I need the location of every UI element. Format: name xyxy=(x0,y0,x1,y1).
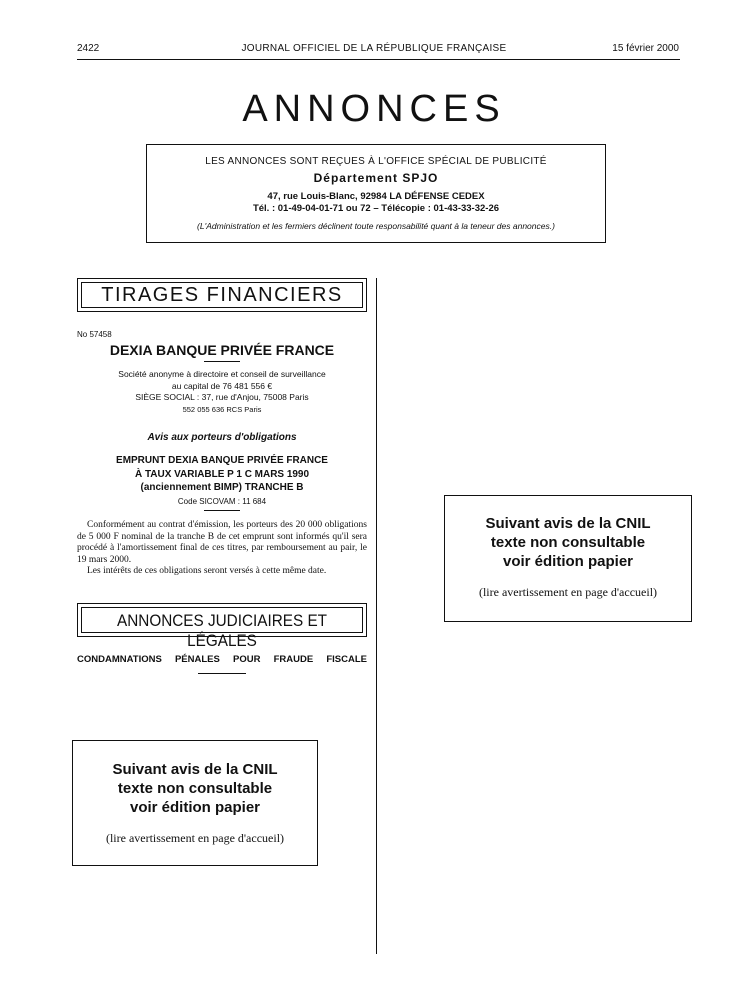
company-details xyxy=(77,369,367,415)
department-name: Département SPJO xyxy=(313,171,439,185)
section-banner-judiciaires xyxy=(77,603,367,650)
paragraph: Conformément au contrat d'émission, les porteurs des 20 000 obligations de 5 000 F nominal de la tranche B de cet emprunt sont informés qu'il sera procédé à l'amortissement final de ces titres, par remboursement au pair, le 19 mars 2000. xyxy=(77,520,367,565)
loan-title xyxy=(84,454,360,495)
separator-rule xyxy=(198,673,246,674)
notice-subject: Avis aux porteurs d'obligations xyxy=(147,432,297,443)
cnil-note: (lire avertissement en page d'accueil) xyxy=(105,831,285,845)
info-line: LES ANNONCES SONT REÇUES À L'OFFICE SPÉCIAL DE PUBLICITÉ xyxy=(205,156,547,167)
cnil-line: texte non consultable xyxy=(117,780,273,797)
cnil-note: (lire avertissement en page d'accueil) xyxy=(478,585,658,599)
paragraph: Les intérêts de ces obligations seront versés à cette même date. xyxy=(87,566,327,576)
cnil-line: voir édition papier xyxy=(129,799,261,816)
sicovam-code: Code SICOVAM : 11 684 xyxy=(177,497,267,506)
company-name: DEXIA BANQUE PRIVÉE FRANCE xyxy=(109,342,335,358)
cnil-line: texte non consultable xyxy=(490,534,646,551)
separator-rule xyxy=(204,361,240,362)
separator-rule xyxy=(204,510,240,511)
page-number: 2422 xyxy=(77,43,100,54)
column-divider xyxy=(376,278,377,954)
cnil-notice-box xyxy=(72,740,318,866)
loan-line: EMPRUNT DEXIA BANQUE PRIVÉE FRANCE xyxy=(116,454,328,466)
loan-line: (anciennement BIMP) TRANCHE B xyxy=(140,481,304,493)
notice-number: No 57458 xyxy=(77,330,112,339)
phone-numbers: Tél. : 01-49-04-01-71 ou 72 – Télécopie : 01-43-33-32-26 xyxy=(252,203,500,214)
section-banner-tirages xyxy=(77,278,367,312)
subsection-heading: CONDAMNATIONS PÉNALES POUR FRAUDE FISCALE xyxy=(77,654,367,665)
notice-body xyxy=(77,520,367,578)
section-title: ANNONCES JUDICIAIRES ET LÉGALES xyxy=(117,611,327,650)
address: 47, rue Louis-Blanc, 92984 LA DÉFENSE CEDEX xyxy=(267,191,485,202)
detail-line: au capital de 76 481 556 € xyxy=(171,380,273,391)
issue-date: 15 février 2000 xyxy=(612,43,679,54)
detail-line: SIÈGE SOCIAL : 37, rue d'Anjou, 75008 Paris xyxy=(135,392,309,402)
journal-title: JOURNAL OFFICIEL DE LA RÉPUBLIQUE FRANÇAISE xyxy=(241,43,507,54)
info-box xyxy=(146,144,606,243)
detail-line: 552 055 636 RCS Paris xyxy=(182,404,262,414)
detail-line: Société anonyme à directoire et conseil de surveillance xyxy=(118,369,326,379)
header-rule xyxy=(77,59,680,60)
cnil-notice-box xyxy=(444,495,692,622)
cnil-line: voir édition papier xyxy=(502,553,634,570)
section-title: TIRAGES FINANCIERS xyxy=(101,284,343,306)
disclaimer: (L'Administration et les fermiers déclinent toute responsabilité quant à la teneur des annonces.) xyxy=(197,221,555,231)
cnil-line: Suivant avis de la CNIL xyxy=(112,761,278,778)
page-title: ANNONCES xyxy=(242,88,506,130)
loan-line: À TAUX VARIABLE P 1 C MARS 1990 xyxy=(134,467,310,480)
cnil-line: Suivant avis de la CNIL xyxy=(485,515,651,532)
